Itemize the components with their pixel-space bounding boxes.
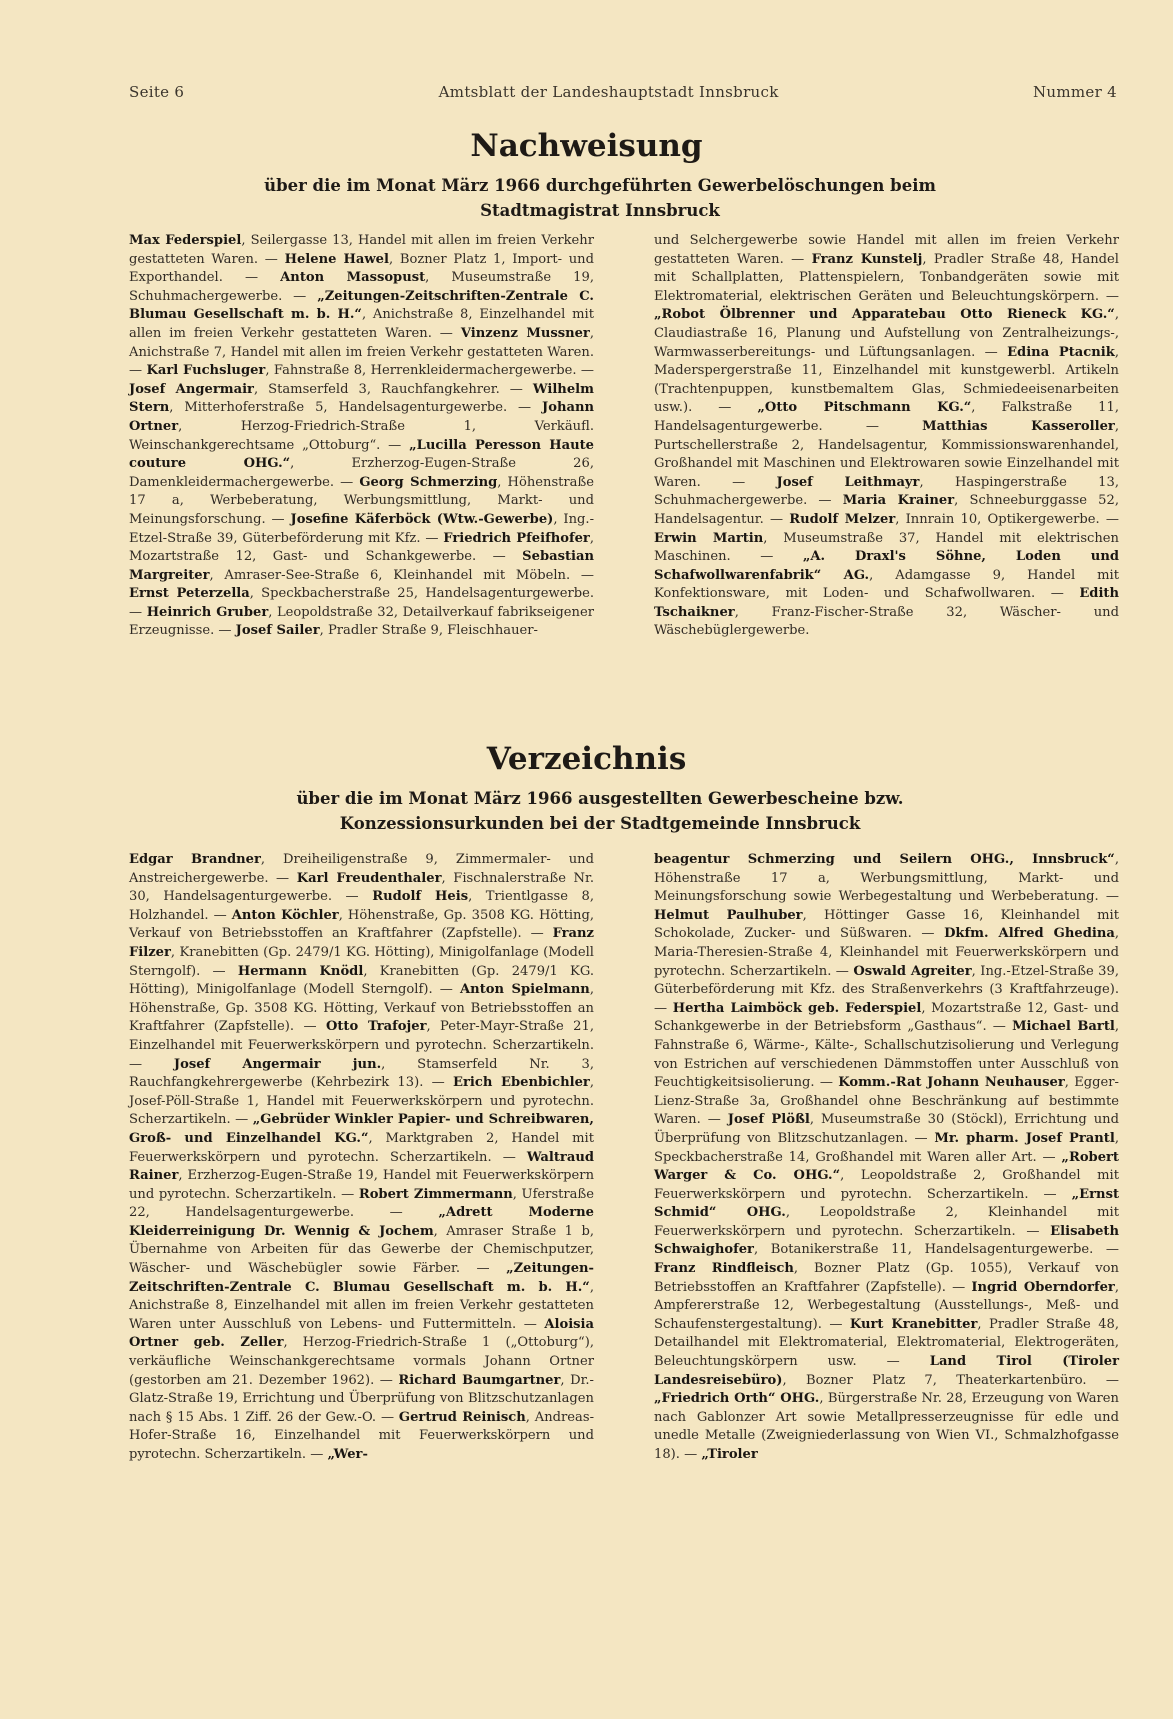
running-header [129, 83, 1117, 101]
issue-number: Nummer 4 [1033, 83, 1117, 101]
section1-column-right: und Selchergewerbe sowie Handel mit allen im freien Verkehr gestatteten Waren. — Franz Kunstelj, Pradler Straße 48, Handel mit Schallplatten, Plattenspielern, Tonbandgeräten sowie mit Elektromaterial, elektrischen Geräten und Beleuchtungskörpern. — „Robot Ölbrenner und Apparatebau Otto Rieneck KG.“, Claudiastraße 16, Planung und Aufstellung von Zentralheizungs-, Warmwasserbereitungs- und Lüftungsanlagen. — Edina Ptacnik, Maderspergerstraße 11, Einzelhandel mit kunstgewerbl. Artikeln (Trachtenpuppen, kunstbemaltem Glas, Schmiedeeisenarbeiten usw.). — „Otto Pitschmann KG.“, Falkstraße 11, Handelsagenturgewerbe. — Matthias Kasseroller, Purtschellerstraße 2, Handelsagentur, Kommissionswarenhandel, Großhandel mit Maschinen und Elektrowaren sowie Einzelhandel mit Waren. — Josef Leithmayr, Haspingerstraße 13, Schuhmachergewerbe. — Maria Krainer, Schneeburggasse 52, Handelsagentur. — Rudolf Melzer, Innrain 10, Optikergewerbe. — Erwin Martin, Museumstraße 37, Handel mit elektrischen Maschinen. — „A. Draxl's Söhne, Loden und Schafwollwarenfabrik“ AG., Adamgasse 9, Handel mit Konfektionsware, mit Loden- und Schafwollwaren. — Edith Tschaikner, Franz-Fischer-Straße 32, Wäscher- und Wäschebüglergewerbe. [654, 233, 1120, 639]
section1-title: Nachweisung [470, 128, 703, 164]
section2-title: Verzeichnis [486, 741, 687, 777]
section2-body [129, 851, 1119, 1465]
page-number: Seite 6 [129, 83, 185, 101]
section1-subtitle: über die im Monat März 1966 durchgeführten Gewerbelöschungen beim Stadtmagistrat Innsbruck [264, 176, 936, 220]
section1-body [129, 232, 1119, 641]
section2-column-right: beagentur Schmerzing und Seilern OHG., Innsbruck“, Höhenstraße 17 a, Werbungsmittlung, Markt- und Meinungsforschung sowie Werbegestaltung und Werbeberatung. — Helmut Paulhuber, Höttinger Gasse 16, Kleinhandel mit Schokolade, Zucker- und Süßwaren. — Dkfm. Alfred Ghedina, Maria-Theresien-Straße 4, Kleinhandel mit Feuerwerkskörpern und pyrotechn. Scherzartikeln. — Oswald Agreiter, Ing.-Etzel-Straße 39, Güterbeförderung mit Kfz. des Straßenverkehrs (3 Kraftfahrzeuge). — Hertha Laimböck geb. Federspiel, Mozartstraße 12, Gast- und Schankgewerbe in der Betriebsform „Gasthaus“. — Michael Bartl, Fahnstraße 6, Wärme-, Kälte-, Schallschutzisolierung und Verlegung von Estrichen auf verschiedenen Dämmstoffen unter Ausschluß von Feuchtigkeitsisolierung. — Komm.-Rat Johann Neuhauser, Egger-Lienz-Straße 3a, Großhandel ohne Beschränkung auf bestimmte Waren. — Josef Plößl, Museumstraße 30 (Stöckl), Errichtung und Überprüfung von Blitzschutzanlagen. — Mr. pharm. Josef Prantl, Speckbacherstraße 14, Großhandel mit Waren aller Art. — „Robert Warger & Co. OHG.“, Leopoldstraße 2, Großhandel mit Feuerwerkskörpern und pyrotechn. Scherzartikeln. — „Ernst Schmid“ OHG., Leopoldstraße 2, Kleinhandel mit Feuerwerkskörpern und pyrotechn. Scherzartikeln. — Elisabeth Schwaighofer, Botanikerstraße 11, Handelsagenturgewerbe. — Franz Rindfleisch, Bozner Platz (Gp. 1055), Verkauf von Betriebsstoffen an Kraftfahrer (Zapfstelle). — Ingrid Oberndorfer, Ampfererstraße 12, Werbegestaltung (Ausstellungs-, Meß- und Schaufenstergestaltung). — Kurt Kranebitter, Pradler Straße 48, Detailhandel mit Elektromaterial, Elektromaterial, Elektrogeräten, Beleuchtungskörpern usw. — Land Tirol (Tiroler Landesreisebüro), Bozner Platz 7, Theaterkartenbüro. — „Friedrich Orth“ OHG., Bürgerstraße Nr. 28, Erzeugung von Waren nach Gablonzer Art sowie Metallpresserzeugnisse für edle und unedle Metalle (Zweigniederlassung von Wien VI., Schmalzhofgasse 18). — „Tiroler [654, 852, 1120, 1462]
section1-column-left: Max Federspiel, Seilergasse 13, Handel mit allen im freien Verkehr gestatteten Waren. — Helene Hawel, Bozner Platz 1, Import- und Exporthandel. — Anton Massopust, Museumstraße 19, Schuhmachergewerbe. — „Zeitungen-Zeitschriften-Zentrale C. Blumau Gesellschaft m. b. H.“, Anichstraße 8, Einzelhandel mit allen im freien Verkehr gestatteten Waren. — Vinzenz Mussner, Anichstraße 7, Handel mit allen im freien Verkehr gestatteten Waren. — Karl Fuchsluger, Fahnstraße 8, Herrenkleidermachergewerbe. — Josef Angermair, Stamserfeld 3, Rauchfangkehrer. — Wilhelm Stern, Mitterhoferstraße 5, Handelsagenturgewerbe. — Johann Ortner, Herzog-Friedrich-Straße 1, Verkäufl. Weinschankgerechtsame „Ottoburg“. — „Lucilla Peresson Haute couture OHG.“, Erzherzog-Eugen-Straße 26, Damenkleidermachergewerbe. — Georg Schmerzing, Höhenstraße 17 a, Werbeberatung, Werbungsmittlung, Markt- und Meinungsforschung. — Josefine Käferböck (Wtw.-Gewerbe), Ing.-Etzel-Straße 39, Güterbeförderung mit Kfz. — Friedrich Pfeifhofer, Mozartstraße 12, Gast- und Schankgewerbe. — Sebastian Margreiter, Amraser-See-Straße 6, Kleinhandel mit Möbeln. — Ernst Peterzella, Speckbacherstraße 25, Handelsagenturgewerbe. — Heinrich Gruber, Leopoldstraße 32, Detailverkauf fabrikseigener Erzeugnisse. — Josef Sailer, Pradler Straße 9, Fleischhauer- [129, 233, 595, 639]
publication-title: Amtsblatt der Landeshauptstadt Innsbruck [438, 83, 779, 101]
section2-column-left: Edgar Brandner, Dreiheiligenstraße 9, Zimmermaler- und Anstreichergewerbe. — Karl Freudenthaler, Fischnalerstraße Nr. 30, Handelsagenturgewerbe. — Rudolf Heis, Trientlgasse 8, Holzhandel. — Anton Köchler, Höhenstraße, Gp. 3508 KG. Hötting, Verkauf von Betriebsstoffen an Kraftfahrer (Zapfstelle). — Franz Filzer, Kranebitten (Gp. 2479/1 KG. Hötting), Minigolfanlage (Modell Sterngolf). — Hermann Knödl, Kranebitten (Gp. 2479/1 KG. Hötting), Minigolfanlage (Modell Sterngolf). — Anton Spielmann, Höhenstraße, Gp. 3508 KG. Hötting, Verkauf von Betriebsstoffen an Kraftfahrer (Zapfstelle). — Otto Trafojer, Peter-Mayr-Straße 21, Einzelhandel mit Feuerwerkskörpern und pyrotechn. Scherzartikeln. — Josef Angermair jun., Stamserfeld Nr. 3, Rauchfangkehrergewerbe (Kehrbezirk 13). — Erich Ebenbichler, Josef-Pöll-Straße 1, Handel mit Feuerwerkskörpern und pyrotechn. Scherzartikeln. — „Gebrüder Winkler Papier- und Schreibwaren, Groß- und Einzelhandel KG.“, Marktgraben 2, Handel mit Feuerwerkskörpern und pyrotechn. Scherzartikeln. — Waltraud Rainer, Erzherzog-Eugen-Straße 19, Handel mit Feuerwerkskörpern und pyrotechn. Scherzartikeln. — Robert Zimmermann, Uferstraße 22, Handelsagenturgewerbe. — „Adrett Moderne Kleiderreinigung Dr. Wennig & Jochem, Amraser Straße 1 b, Übernahme von Arbeiten für das Gewerbe der Chemischputzer, Wäscher- und Wäschebügler sowie Färber. — „Zeitungen-Zeitschriften-Zentrale C. Blumau Gesellschaft m. b. H.“, Anichstraße 8, Einzelhandel mit allen im freien Verkehr gestatteten Waren unter Ausschluß von Lebens- und Futtermitteln. — Aloisia Ortner geb. Zeller, Herzog-Friedrich-Straße 1 („Ottoburg“), verkäufliche Weinschankgerechtsame vormals Johann Ortner (gestorben am 21. Dezember 1962). — Richard Baumgartner, Dr.-Glatz-Straße 19, Errichtung und Überprüfung von Blitzschutzanlagen nach § 15 Abs. 1 Ziff. 26 der Gew.-O. — Gertrud Reinisch, Andreas-Hofer-Straße 16, Einzelhandel mit Feuerwerkskörpern und pyrotechn. Scherzartikeln. — „Wer- [129, 852, 595, 1462]
section2-subtitle: über die im Monat März 1966 ausgestellten Gewerbescheine bzw. Konzessionsurkunden bei der Stadtgemeinde Innsbruck [296, 789, 904, 833]
